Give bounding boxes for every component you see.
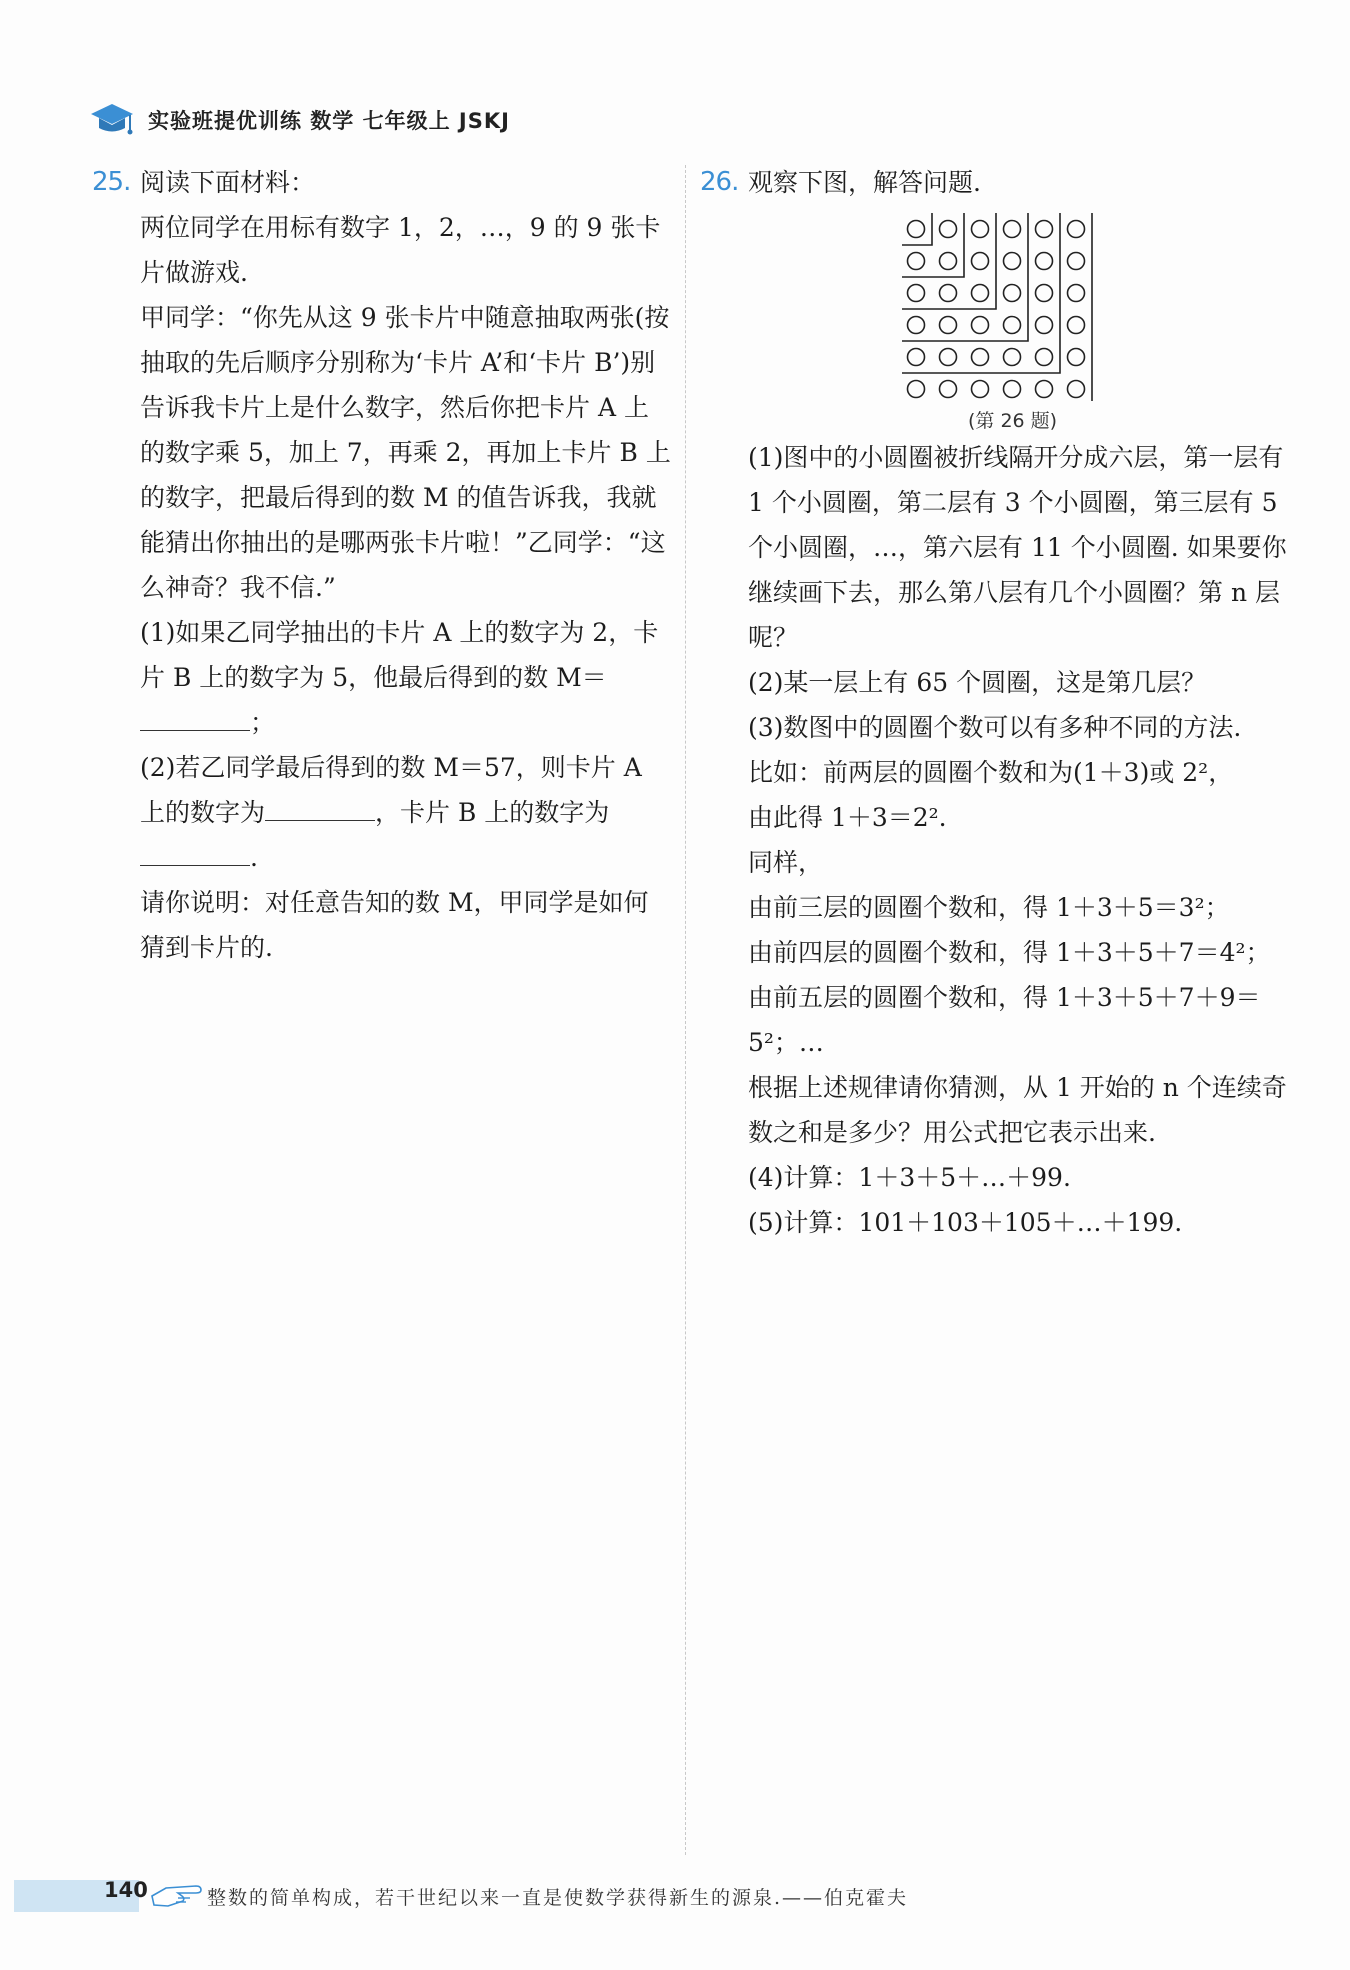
q25-sub-1-text: (1)如果乙同学抽出的卡片 A 上的数字为 2，卡片 B 上的数字为 5，他最后得到的数 M＝ — [140, 618, 659, 692]
q26-sub-3-line: 由前四层的圆圈个数和，得 1＋3＋5＋7＝4²； — [748, 938, 1271, 967]
q25-sub-1-end: ； — [250, 708, 276, 737]
small-circle — [1036, 349, 1053, 366]
circle-layers-figure — [900, 211, 1290, 401]
q25-sub-2-text-b: ，卡片 B 上的数字为 — [375, 798, 610, 827]
q25-ask: 请你说明：对任意告知的数 M，甲同学是如何猜到卡片的. — [140, 888, 649, 962]
small-circle — [972, 381, 989, 398]
q26-sub-3-ask: 根据上述规律请你猜测，从 1 开始的 n 个连续奇数之和是多少？用公式把它表示出来. — [748, 1073, 1287, 1147]
small-circle — [1068, 221, 1085, 238]
small-circle — [908, 381, 925, 398]
answer-blank — [140, 835, 250, 866]
q25-paragraph-2: 甲同学：“你先从这 9 张卡片中随意抽取两张(按抽取的先后顺序分别称为‘卡片 A’和‘卡片 B’)别告诉我卡片上是什么数字，然后你把卡片 A 上的数字乘 5，加上 7，再乘 2，再加上卡片 B 上的数字，把最后得到的数 M 的值告诉我，我就能猜出你抽出的是哪两张卡片啦！”乙同学：“这么神奇？我不信.” — [140, 303, 671, 602]
small-circle — [940, 253, 957, 270]
small-circle — [908, 317, 925, 334]
q26-sub-3-line: 由此得 1＋3＝2². — [748, 803, 947, 832]
pointing-hand-icon — [148, 1874, 208, 1914]
small-circle — [940, 285, 957, 302]
small-circle — [1004, 221, 1021, 238]
small-circle — [1036, 285, 1053, 302]
q26-sub-3-line: 同样， — [748, 848, 824, 877]
header-title: 实验班提优训练 数学 七年级上 JSKJ — [148, 109, 510, 133]
q26-sub-3 — [700, 705, 1290, 1065]
small-circle — [940, 317, 957, 334]
q26-sub-4: (4)计算：1＋3＋5＋…＋99. — [748, 1163, 1071, 1192]
q26-sub-1: (1)图中的小圆圈被折线隔开分成六层，第一层有 1 个小圆圈，第二层有 3 个小圆圈，第三层有 5 个小圆圈，…，第六层有 11 个小圆圈. 如果要你继续画下去，那么第八层有几个小圆圈？第 n 层呢？ — [748, 443, 1287, 652]
small-circle — [908, 253, 925, 270]
small-circle — [908, 221, 925, 238]
column-divider — [685, 165, 686, 1855]
small-circle — [1004, 381, 1021, 398]
q25-sub-2-end: . — [250, 843, 258, 872]
circle-grid — [900, 211, 1120, 401]
small-circle — [1004, 349, 1021, 366]
figure-caption: (第 26 题) — [968, 410, 1058, 432]
q26-sub-3-line: (3)数图中的圆圈个数可以有多种不同的方法. — [748, 713, 1242, 742]
small-circle — [1036, 317, 1053, 334]
question-25-head — [92, 160, 672, 205]
question-26-head — [700, 160, 1290, 205]
small-circle — [972, 317, 989, 334]
small-circle — [972, 285, 989, 302]
answer-blank — [265, 790, 375, 821]
footer-quote: 整数的简单构成，若干世纪以来一直是使数学获得新生的源泉.——伯克霍夫 — [207, 1887, 909, 1909]
q25-sub-2-text-a: (2)若乙同学最后得到的数 M＝57，则卡片 A 上的数字为 — [140, 753, 642, 827]
q26-sub-5: (5)计算：101＋103＋105＋…＋199. — [748, 1208, 1183, 1237]
small-circle — [1068, 381, 1085, 398]
small-circle — [908, 349, 925, 366]
small-circle — [1004, 317, 1021, 334]
small-circle — [940, 381, 957, 398]
page-header — [90, 98, 510, 142]
question-title: 阅读下面材料： — [140, 168, 316, 197]
small-circle — [1004, 285, 1021, 302]
q26-sub-2: (2)某一层上有 65 个圆圈，这是第几层？ — [748, 668, 1207, 697]
small-circle — [1068, 317, 1085, 334]
graduation-cap-icon — [90, 101, 134, 139]
question-number: 26. — [700, 167, 739, 197]
q25-sub-1 — [92, 610, 672, 745]
small-circle — [1068, 285, 1085, 302]
small-circle — [972, 253, 989, 270]
small-circle — [972, 221, 989, 238]
question-title: 观察下图，解答问题. — [748, 168, 981, 197]
layer-separator — [902, 213, 996, 309]
small-circle — [1068, 253, 1085, 270]
small-circle — [1036, 221, 1053, 238]
q25-sub-2 — [92, 745, 672, 880]
q25-paragraph-1: 两位同学在用标有数字 1，2，…，9 的 9 张卡片做游戏. — [140, 213, 661, 287]
small-circle — [1036, 381, 1053, 398]
small-circle — [940, 349, 957, 366]
small-circle — [940, 221, 957, 238]
small-circle — [972, 349, 989, 366]
q26-sub-3-line: 由前五层的圆圈个数和，得 1＋3＋5＋7＋9＝5²；… — [748, 983, 1261, 1057]
question-25 — [92, 160, 672, 970]
small-circle — [1036, 253, 1053, 270]
page-number: 140 — [104, 1878, 148, 1902]
small-circle — [1004, 253, 1021, 270]
answer-blank — [140, 700, 250, 731]
small-circle — [908, 285, 925, 302]
question-number: 25. — [92, 167, 131, 197]
small-circle — [1068, 349, 1085, 366]
page-footer — [14, 1872, 1344, 1922]
question-26 — [700, 160, 1290, 1245]
layer-separator — [902, 213, 932, 245]
q26-sub-3-line: 比如：前两层的圆圈个数和为(1＋3)或 2²， — [748, 758, 1234, 787]
q26-sub-3-line: 由前三层的圆圈个数和，得 1＋3＋5＝3²； — [748, 893, 1230, 922]
